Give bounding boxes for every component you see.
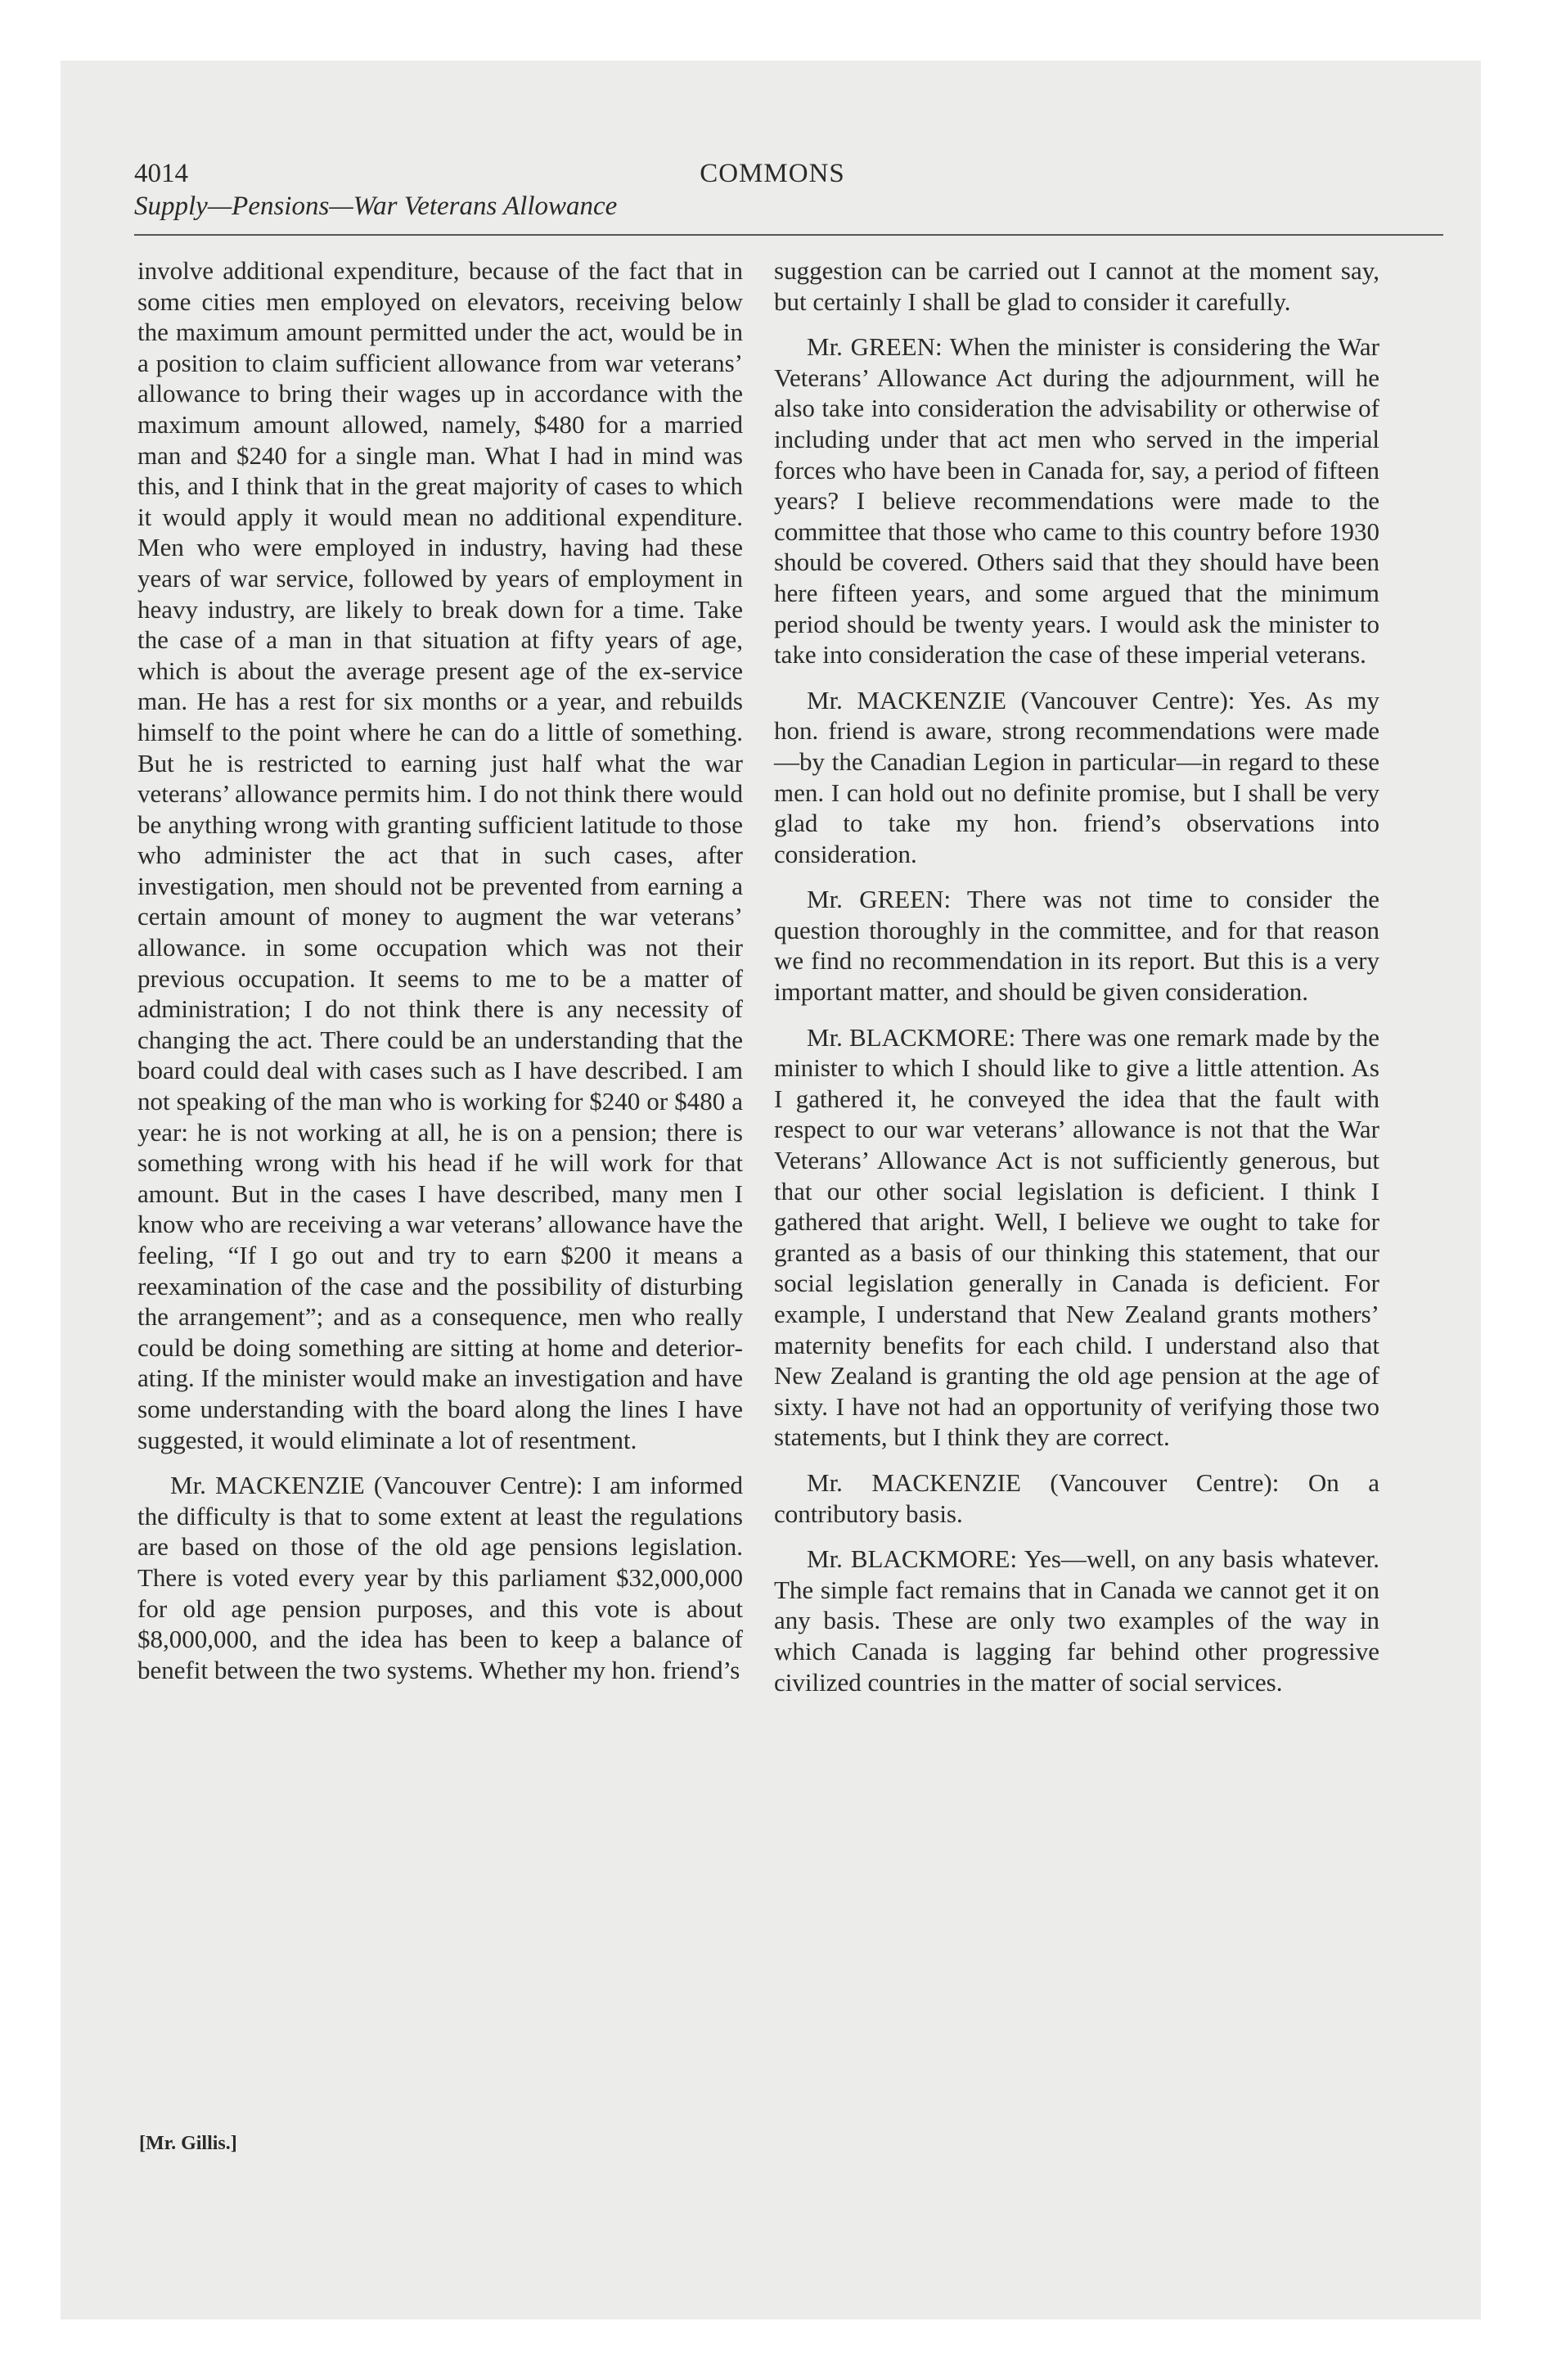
left-column: [137, 255, 743, 1700]
paragraph: Mr. MACKENZIE (Vancouver Centre): On a contributory basis.: [774, 1467, 1379, 1528]
paragraph: Mr. BLACKMORE: There was one remark made by the minister to which I should like to give a little attention. As I gathered it, he conveyed the idea that the fault with respect to our war veterans’ allowance is not that the War Veterans’ Allowance Act is not sufficiently generous, but that our other social legislation is deficient. I think I gathered that aright. Well, I believe we ought to take for granted as a basis of our thinking this statement, that our social legislation generally in Canada is deficient. For example, I understand that New Zealand grants mothers’ maternity benefits for each child. I understand also that New Zealand is granting the old age pension at the age of sixty. I have not had an opportunity of verifying those two statements, but I think they are correct.: [774, 1022, 1379, 1452]
page-header: [134, 157, 1411, 190]
paragraph: Mr. MACKENZIE (Vancouver Centre): Yes. As my hon. friend is aware, strong recommendations were made—by the Canadian Legion in particular—in regard to these men. I can hold out no definite promise, but I shall be very glad to take my hon. friend’s observations into consideration.: [774, 685, 1379, 868]
page-number: 4014: [134, 159, 188, 188]
paragraph: Mr. GREEN: There was not time to consider the question thoroughly in the committee, and for that reason we find no recommendation in its report. But this is a very important matter, and should be given consideration.: [774, 885, 1379, 1007]
document-page: [61, 61, 1481, 2319]
right-column: [774, 255, 1379, 1712]
paragraph: involve additional expenditure, because of the fact that in some cities men employed on elevators, receiving below the maximum amount permitted under the act, would be in a position to claim sufficient allowance from war veterans’ allowance to bring their wages up in accordance with the maximum amount allowed, namely, $480 for a married man and $240 for a single man. What I had in mind was this, and I think that in the great majority of cases to which it would apply it would mean no additional expenditure. Men who were employed in industry, having had these years of war service, followed by years of employment in heavy industry, are likely to break down for a time. Take the case of a man in that situation at fifty years of age, which is about the average present age of the ex-service man. He has a rest for six months or a year, and rebuilds himself to the point where he can do a little of something. But he is restricted to earning just half what the war veterans’ allowance permits him. I do not think there would be anything wrong with granting sufficient latitude to those who administer the act that in such cases, after investigation, men should not be prevented from earning a certain amount of money to augment the war veterans’ allowance. in some occupation which was not their previous occupation. It seems to me to be a matter of administration; I do not think there is any necessity of changing the act. There could be an understanding that the board could deal with cases such as I have described. I am not speaking of the man who is working for $240 or $480 a year: he is not working at all, he is on a pension; there is something wrong with his head if he will work for that amount. But in the cases I have described, many men I know who are receiving a war veterans’ allowance have the feeling, “If I go out and try to earn $200 it means a reexamination of the case and the possibility of disturbing the arrangement”; and as a consequence, men who really could be doing something are sitting at home and deteriorating. If the minister would make an investigation and have some understanding with the board along the lines I have suggested, it would eliminate a lot of resentment.: [137, 256, 743, 1454]
paragraph: Mr. BLACKMORE: Yes—well, on any basis whatever. The simple fact remains that in Canada we cannot get it on any basis. These are only two examples of the way in which Canada is lagging far behind other progressive civilized countries in the matter of social services.: [774, 1544, 1379, 1697]
paragraph: Mr. MACKENZIE (Vancouver Centre): I am informed the difficulty is that to some extent at least the regulations are based on those of the old age pensions legislation. There is voted every year by this parliament $32,000,000 for old age pension purposes, and this vote is about $8,000,000, and the idea has been to keep a balance of benefit between the two systems. Whether my hon. friend’s: [137, 1471, 743, 1684]
section-subhead: Supply—Pensions—War Veterans Allowance: [134, 192, 618, 221]
paragraph: suggestion can be carried out I cannot at the moment say, but certainly I shall be glad to consider it carefully.: [774, 256, 1379, 316]
speaker-footnote: [Mr. Gillis.]: [139, 2133, 237, 2154]
running-head: COMMONS: [700, 159, 845, 188]
paragraph: Mr. GREEN: When the minister is considering the War Veterans’ Allowance Act during the adjournment, will he also take into consideration the advisability or otherwise of including under that act men who served in the imperial forces who have been in Canada for, say, a period of fifteen years? I believe recommendations were made to the committee that those who came to this country before 1930 should be covered. Others said that they should have been here fifteen years, and some argued that the minimum period should be twenty years. I would ask the minister to take into consideration the case of these imperial veterans.: [774, 332, 1379, 669]
header-rule: [134, 234, 1443, 236]
